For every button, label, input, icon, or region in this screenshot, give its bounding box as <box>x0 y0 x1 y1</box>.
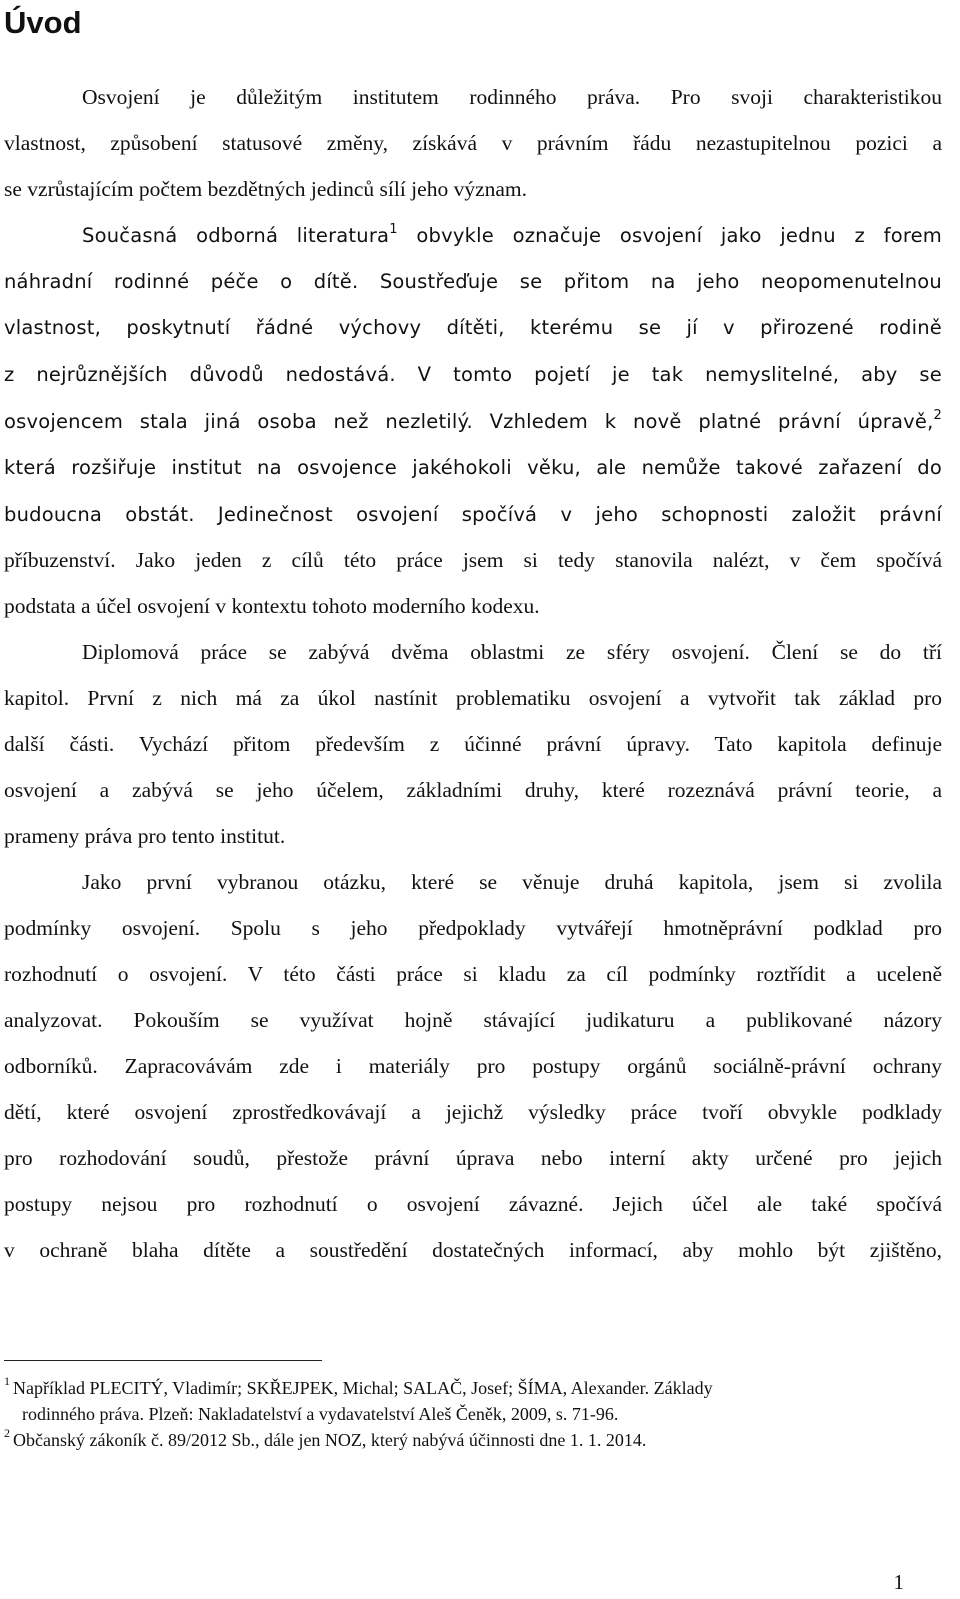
footnote-separator <box>4 1360 322 1361</box>
text-line: rozhodnutí o osvojení. V této části práce si kladu za cíl podmínky roztřídit a uceleně <box>4 962 942 986</box>
footnote-number: 2 <box>4 1426 10 1440</box>
footnote-text: Například PLECITÝ, Vladimír; SKŘEJPEK, Michal; SALAČ, Josef; ŠÍMA, Alexander. Základy <box>13 1378 713 1398</box>
text-segment: obvykle označuje osvojení jako jednu z forem <box>416 224 942 247</box>
text-line: vlastnost, způsobení statusové změny, získává v právním řádu nezastupitelnou pozici a <box>4 131 942 155</box>
text-line: v ochraně blaha dítěte a soustředění dostatečných informací, aby mohlo být zjištěno, <box>4 1238 942 1262</box>
text-line: Osvojení je důležitým institutem rodinného práva. Pro svoji charakteristikou <box>82 85 942 109</box>
text-line: pro rozhodování soudů, přestože právní úprava nebo interní akty určené pro jejich <box>4 1146 942 1170</box>
page-number: 1 <box>893 1570 904 1594</box>
text-line: osvojení a zabývá se jeho účelem, základními druhy, které rozeznává právní teorie, a <box>4 778 942 802</box>
text-line: se vzrůstajícím počtem bezdětných jedinců sílí jeho význam. <box>4 177 528 201</box>
text-line: náhradní rodinné péče o dítě. Soustřeďuje se přitom na jeho neopomenutelnou <box>4 270 942 293</box>
text-line: Diplomová práce se zabývá dvěma oblastmi ze sféry osvojení. Člení se do tří <box>82 640 942 664</box>
footnote-ref: 1 <box>389 221 398 237</box>
footnote-number: 1 <box>4 1374 10 1388</box>
text-line: postupy nejsou pro rozhodnutí o osvojení závazné. Jejich účel ale také spočívá <box>4 1192 942 1216</box>
text-line: odborníků. Zapracovávám zde i materiály pro postupy orgánů sociálně-právní ochrany <box>4 1054 942 1078</box>
text-line: vlastnost, poskytnutí řádné výchovy dítěti, kterému se jí v přirozené rodině <box>4 316 942 339</box>
text-line: z nejrůznějších důvodů nedostává. V tomto pojetí je tak nemyslitelné, aby se <box>4 363 942 386</box>
page-title: Úvod <box>4 5 82 40</box>
text-line <box>4 407 942 437</box>
text-line: příbuzenství. Jako jeden z cílů této práce jsem si tedy stanovila nalézt, v čem spočívá <box>4 548 942 572</box>
text-line: podstata a účel osvojení v kontextu tohoto moderního kodexu. <box>4 594 540 618</box>
text-line: prameny práva pro tento institut. <box>4 824 286 848</box>
footnote <box>4 1428 646 1452</box>
footnote: rodinného práva. Plzeň: Nakladatelství a vydavatelství Aleš Čeněk, 2009, s. 71-96. <box>22 1404 619 1424</box>
text-segment: Současná odborná literatura <box>82 224 390 247</box>
text-line: analyzovat. Pokouším se využívat hojně stávající judikaturu a publikované názory <box>4 1008 942 1032</box>
footnote-ref: 2 <box>933 407 942 423</box>
text-line: podmínky osvojení. Spolu s jeho předpoklady vytvářejí hmotněprávní podklad pro <box>4 916 942 940</box>
text-line: budoucna obstát. Jedinečnost osvojení spočívá v jeho schopnosti založit právní <box>4 503 942 526</box>
text-segment: osvojencem stala jiná osoba než nezletilý. Vzhledem k nově platné právní úpravě, <box>4 410 934 433</box>
text-line: dětí, které osvojení zprostředkovávají a jejichž výsledky práce tvoří obvykle podklady <box>4 1100 942 1124</box>
text-line: která rozšiřuje institut na osvojence jakéhokoli věku, ale nemůže takové zařazení do <box>4 456 942 479</box>
footnote <box>4 1376 713 1400</box>
text-line: Jako první vybranou otázku, které se věnuje druhá kapitola, jsem si zvolila <box>82 870 942 894</box>
text-line: kapitol. První z nich má za úkol nastínit problematiku osvojení a vytvořit tak základ pro <box>4 686 942 710</box>
text-line <box>82 221 942 251</box>
footnote-text: Občanský zákoník č. 89/2012 Sb., dále jen NOZ, který nabývá účinnosti dne 1. 1. 2014. <box>13 1430 647 1450</box>
text-line: další části. Vychází přitom především z účinné právní úpravy. Tato kapitola definuje <box>4 732 942 756</box>
